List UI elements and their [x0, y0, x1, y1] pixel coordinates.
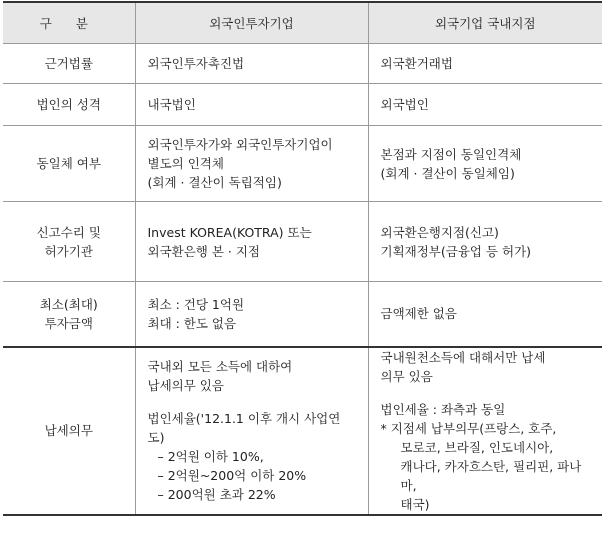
row-label-legal-entity [3, 84, 135, 126]
row-label-reporting-authority [3, 202, 135, 282]
cell-text-line: (회계 · 결산이 독립적임) [147, 175, 282, 190]
table-header-row [3, 2, 602, 44]
spacer [381, 386, 591, 400]
table-row-legal-entity [3, 84, 602, 126]
cell-branch-tax [368, 347, 602, 515]
cell-text-line: 외국환은행 본 · 지점 [147, 243, 260, 259]
cell-text-line: 외국인투자가와 외국인투자기업이 [147, 137, 333, 152]
table-row-tax [3, 347, 602, 515]
cell-text-line: 외국법인 [380, 97, 429, 112]
header-foreign-invested-company: 외국인투자기업 [135, 2, 368, 44]
tax-branch-note-4: 태국) [400, 496, 430, 512]
row-label-investment-amount [3, 282, 135, 347]
table-row-investment-amount [3, 282, 602, 347]
cell-branch-identity [368, 126, 602, 202]
tax-invest-line1: 국내외 모든 소득에 대하여 [147, 359, 293, 374]
cell-invest-investment-amount [135, 282, 368, 347]
tax-invest-line2: 납세의무 있음 [147, 378, 224, 393]
cell-text-line: 최대 : 한도 없음 [147, 315, 237, 331]
tax-invest-bracket-1: – 2억원 이하 10%, [157, 449, 264, 464]
spacer [148, 395, 356, 409]
header-foreign-branch: 외국기업 국내지점 [368, 2, 602, 44]
cell-text-line: 최소 : 건당 1억원 [147, 296, 245, 312]
comparison-table [3, 1, 602, 516]
cell-branch-investment-amount [368, 282, 602, 347]
cell-text-line: (회계 · 결산이 동일체임) [380, 165, 515, 181]
cell-invest-legal-entity [135, 84, 368, 126]
row-label-text: 동일체 여부 [36, 156, 101, 171]
cell-text-line: Invest KOREA(KOTRA) 또는 [147, 224, 312, 240]
cell-text-line: 금액제한 없음 [380, 306, 457, 322]
tax-branch-line2: 의무 있음 [380, 368, 433, 384]
cell-invest-reporting-authority [135, 202, 368, 282]
tax-branch-line1: 국내원천소득에 대해서만 납세 [380, 349, 546, 365]
cell-branch-legal-entity [368, 84, 602, 126]
row-label-tax [3, 347, 135, 515]
table-row-reporting-authority [3, 202, 602, 282]
tax-branch-rate: 법인세율 : 좌측과 동일 [380, 401, 506, 417]
tax-branch-note-1: * 지점세 납부의무(프랑스, 호주, [380, 420, 557, 436]
table-row-legal-basis [3, 44, 602, 84]
row-label-text: 최소(최대) [39, 296, 98, 312]
cell-text-line: 내국법인 [147, 97, 196, 112]
cell-text-line: 외국환거래법 [380, 56, 453, 71]
cell-text-line: 별도의 인격체 [147, 156, 224, 171]
row-label-text: 근거법률 [44, 56, 93, 71]
cell-invest-legal-basis [135, 44, 368, 84]
tax-invest-rate-title: 법인세율('12.1.1 이후 개시 사업연도) [147, 411, 341, 445]
row-label-text: 신고수리 및 [36, 224, 101, 240]
cell-text-line: 본점과 지점이 동일인격체 [380, 146, 522, 162]
cell-text-line: 기획재정부(금융업 등 허가) [380, 243, 532, 259]
tax-invest-bracket-3: – 200억원 초과 22% [157, 487, 276, 502]
row-label-text: 법인의 성격 [36, 97, 101, 112]
table-row-identity [3, 126, 602, 202]
cell-text-line: 외국인투자촉진법 [147, 56, 245, 71]
row-label-identity [3, 126, 135, 202]
cell-text-line: 외국환은행지점(신고) [380, 224, 499, 240]
tax-branch-note-3: 캐나다, 카자흐스탄, 필리핀, 파나마, [400, 458, 582, 493]
cell-branch-reporting-authority [368, 202, 602, 282]
header-category: 구 분 [3, 2, 135, 44]
cell-invest-tax [135, 347, 368, 515]
row-label-text: 허가기관 [44, 243, 93, 259]
tax-invest-bracket-2: – 2억원~200억 이하 20% [157, 468, 307, 483]
tax-branch-note-2: 모로코, 브라질, 인도네시아, [400, 439, 554, 455]
row-label-text: 투자금액 [44, 315, 93, 331]
cell-branch-legal-basis [368, 44, 602, 84]
cell-invest-identity [135, 126, 368, 202]
row-label-text: 납세의무 [44, 423, 93, 438]
row-label-legal-basis [3, 44, 135, 84]
